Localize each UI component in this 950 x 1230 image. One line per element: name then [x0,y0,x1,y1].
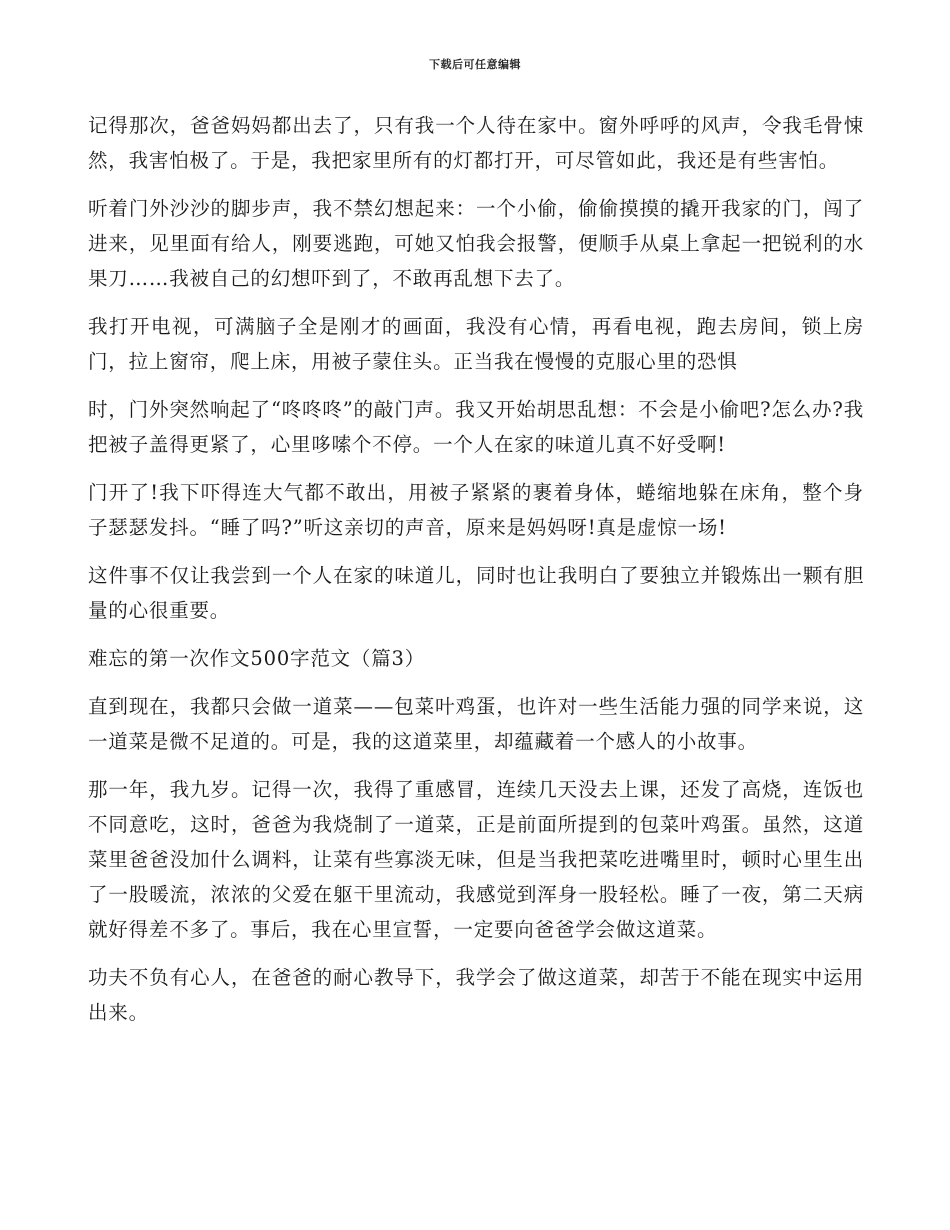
paragraph-9: 功夫不负有心人，在爸爸的耐心教导下，我学会了做这道菜，却苦于不能在现实中运用出来。 [88,966,864,1024]
section-heading: 难忘的第一次作文500字范文（篇3） [88,647,426,670]
paragraph-8: 那一年，我九岁。记得一次，我得了重感冒，连续几天没去上课，还发了高烧，连饭也不同意吃，这时，爸爸为我烧制了一道菜，正是前面所提到的包菜叶鸡蛋。虽然，这道菜里爸爸没加什么调料，让菜有些寡淡无味，但是当我把菜吃进嘴里时，顿时心里生出了一股暖流，浓浓的父爱在躯干里流动，我感觉到浑身一股轻松。睡了一夜，第二天病就好得差不多了。事后，我在心里宣誓，一定要向爸爸学会做这道菜。 [88,778,864,941]
paragraph-7: 直到现在，我都只会做一道菜——包菜叶鸡蛋，也许对一些生活能力强的同学来说，这一道菜是微不足道的。可是，我的这道菜里，却蕴藏着一个感人的小故事。 [88,695,864,753]
paragraph-4: 时，门外突然响起了“咚咚咚”的敲门声。我又开始胡思乱想：不会是小偷吧?怎么办?我把被子盖得更紧了，心里哆嗦个不停。一个人在家的味道儿真不好受啊! [88,398,864,456]
paragraph-1: 记得那次，爸爸妈妈都出去了，只有我一个人待在家中。窗外呼呼的风声，令我毛骨悚然，我害怕极了。于是，我把家里所有的灯都打开，可尽管如此，我还是有些害怕。 [88,114,864,172]
paragraph-5: 门开了!我下吓得连大气都不敢出，用被子紧紧的裹着身体，蜷缩地躲在床角，整个身子瑟瑟发抖。“睡了吗?”听这亲切的声音，原来是妈妈呀!真是虚惊一场! [88,481,864,539]
paragraph-3: 我打开电视，可满脑子全是刚才的画面，我没有心情，再看电视，跑去房间，锁上房门，拉上窗帘，爬上床，用被子蒙住头。正当我在慢慢的克服心里的恐惧 [88,315,864,373]
page-header-note: 下载后可任意编辑 [429,58,521,71]
paragraph-2: 听着门外沙沙的脚步声，我不禁幻想起来：一个小偷，偷偷摸摸的撬开我家的门，闯了进来，见里面有给人，刚要逃跑，可她又怕我会报警，便顺手从桌上拿起一把锐利的水果刀……我被自己的幻想吓到了，不敢再乱想下去了。 [88,197,864,290]
paragraph-6: 这件事不仅让我尝到一个人在家的味道儿，同时也让我明白了要独立并锻炼出一颗有胆量的心很重要。 [88,564,864,622]
document-body [88,108,864,1043]
